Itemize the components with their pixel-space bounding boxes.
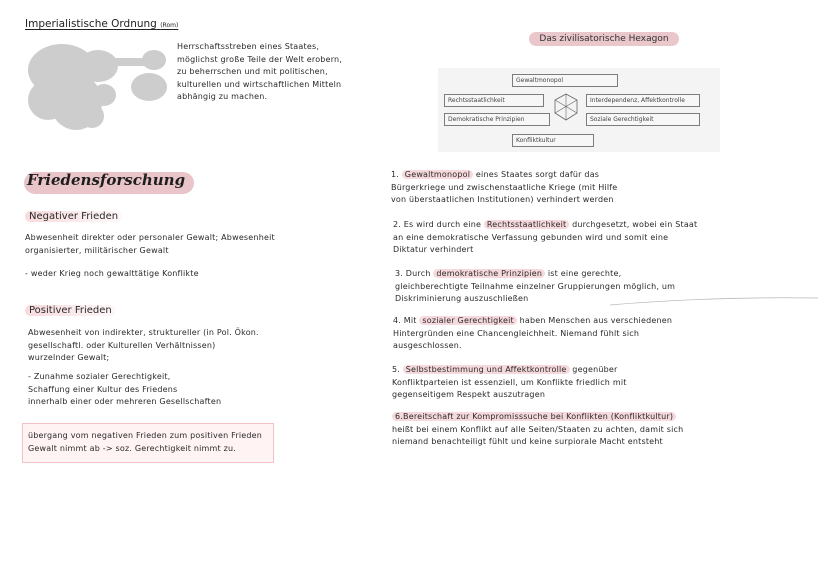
p5-line3: gegenseitigem Respekt auszutragen [392, 390, 546, 399]
hex-box-interdependenz: Interdependenz, Affektkontrolle [586, 94, 700, 107]
p6-line2: heißt bei einem Konflikt auf alle Seiten/Staaten zu achten, damit sich [392, 424, 684, 434]
negativ-heading [25, 211, 122, 222]
positiv-line: gesellschaftl. oder Kulturellen Verhältnissen) [28, 340, 216, 350]
positiv-bullets [28, 371, 221, 409]
positiv-line: wurzelnder Gewalt; [28, 353, 110, 362]
p5-pre: 5. [392, 365, 403, 374]
paragraph-2 [393, 219, 697, 257]
hex-box-demokratie: Demokratische Prinzipien [444, 113, 550, 126]
negativ-line: Abwesenheit direkter oder personaler Gewalt; Abwesenheit [25, 233, 275, 242]
hex-box-konfliktkultur: Konfliktkultur [512, 134, 594, 147]
p5-rest: gegenüber [569, 365, 618, 374]
p4-pre: 4. Mit [393, 316, 420, 325]
positiv-bullet: innerhalb einer oder mehreren Gesellschaften [28, 397, 222, 406]
p4-highlight: sozialer Gerechtigkeit [419, 316, 516, 325]
positiv-definition [28, 327, 259, 365]
p2-line2: an eine demokratische Verfassung gebunden wird und somit eine [393, 232, 669, 242]
friedensforschung-heading: Friedensforschung [27, 171, 186, 189]
p4-rest: haben Menschen aus verschiedenen [516, 316, 673, 325]
p1-rest: eines Staates sorgt dafür das [473, 170, 600, 179]
imperial-title [25, 18, 178, 30]
world-map-image [26, 40, 174, 136]
positiv-line: Abwesenheit von indirekter, struktureller (in Pol. Ökon. [28, 328, 259, 337]
hex-box-soziale: Soziale Gerechtigkeit [586, 113, 700, 126]
p3-highlight: demokratische Prinzipien [433, 269, 545, 278]
imperial-line: zu beherrschen und mit politischen, [177, 67, 328, 76]
p3-rest: ist eine gerechte, [545, 269, 622, 278]
imperial-line: kulturellen und wirtschaftlichen Mitteln [177, 79, 342, 89]
imperial-line: Herrschaftsstreben eines Staates, [177, 42, 320, 51]
hexagon-diagram [438, 68, 720, 152]
hexagon-star-icon [552, 92, 580, 122]
p1-line3: von überstaatlichen Institutionen) verhindert werden [391, 195, 614, 204]
p3-pre: 3. Durch [395, 269, 434, 278]
positiv-bullet: Schaffung einer Kultur des Friedens [28, 384, 178, 394]
p3-line2: gleichberechtigte Teilnahme einzelner Gruppierungen möglich, um [395, 281, 676, 291]
paragraph-5 [392, 364, 627, 402]
hex-box-rechtsstaat: Rechtsstaatlichkeit [444, 94, 544, 107]
hex-box-gewaltmonopol: Gewaltmonopol [512, 74, 618, 87]
negativ-bullet: - weder Krieg noch gewalttätige Konflikte [25, 269, 199, 278]
p4-line3: ausgeschlossen. [393, 341, 462, 350]
p4-line2: Hintergründen eine Chancengleichheit. Niemand fühlt sich [393, 328, 640, 338]
p6-highlight: 6.Bereitschaft zur Kompromisssuche bei Konflikten (Konfliktkultur) [392, 412, 676, 421]
paragraph-1 [391, 169, 617, 207]
hexagon-title: Das zivilisatorische Hexagon [529, 32, 679, 46]
paragraph-4 [393, 315, 672, 353]
p5-line2: Konfliktparteien ist essenziell, um Konflikte friedlich mit [392, 377, 627, 387]
p2-pre: 2. Es wird durch eine [393, 220, 484, 229]
imperial-line: abhängig zu machen. [177, 92, 268, 101]
positiv-heading-text: Positiver Frieden [25, 305, 116, 316]
p5-highlight: Selbstbestimmung und Affektkontrolle [403, 365, 570, 374]
imperial-tag: (Rom) [160, 22, 179, 29]
p1-highlight: Gewaltmonopol [402, 170, 473, 179]
positiv-bullet: - Zunahme sozialer Gerechtigkeit, [28, 372, 171, 381]
negativ-line: organisierter, militärischer Gewalt [25, 245, 169, 255]
imperial-line: möglichst große Teile der Welt erobern, [177, 54, 343, 64]
imperial-definition [177, 41, 342, 104]
p2-rest: durchgesetzt, wobei ein Staat [569, 220, 698, 229]
imperial-title-text: Imperialistische Ordnung [25, 18, 157, 30]
negativ-definition [25, 232, 275, 257]
transition-line: Gewalt nimmt ab -> soz. Gerechtigkeit nimmt zu. [28, 444, 237, 453]
negativ-heading-text: Negativer Frieden [25, 211, 122, 222]
transition-line: übergang vom negativen Frieden zum positiven Frieden [28, 431, 263, 440]
paragraph-6 [392, 411, 683, 449]
positiv-heading [25, 305, 116, 316]
p3-line3: Diskriminierung auszuschließen [395, 294, 529, 303]
p6-line3: niemand benachteiligt fühlt und keine surpiorale Macht entsteht [392, 437, 663, 446]
p2-line3: Diktatur verhindert [393, 245, 474, 254]
p1-num: 1. [391, 170, 400, 179]
transition-box [22, 423, 274, 463]
decorative-curve [610, 296, 820, 308]
p1-line2: Bürgerkriege und zwischenstaatliche Kriege (mit Hilfe [391, 182, 618, 192]
p2-highlight: Rechtsstaatlichkeit [484, 220, 569, 229]
